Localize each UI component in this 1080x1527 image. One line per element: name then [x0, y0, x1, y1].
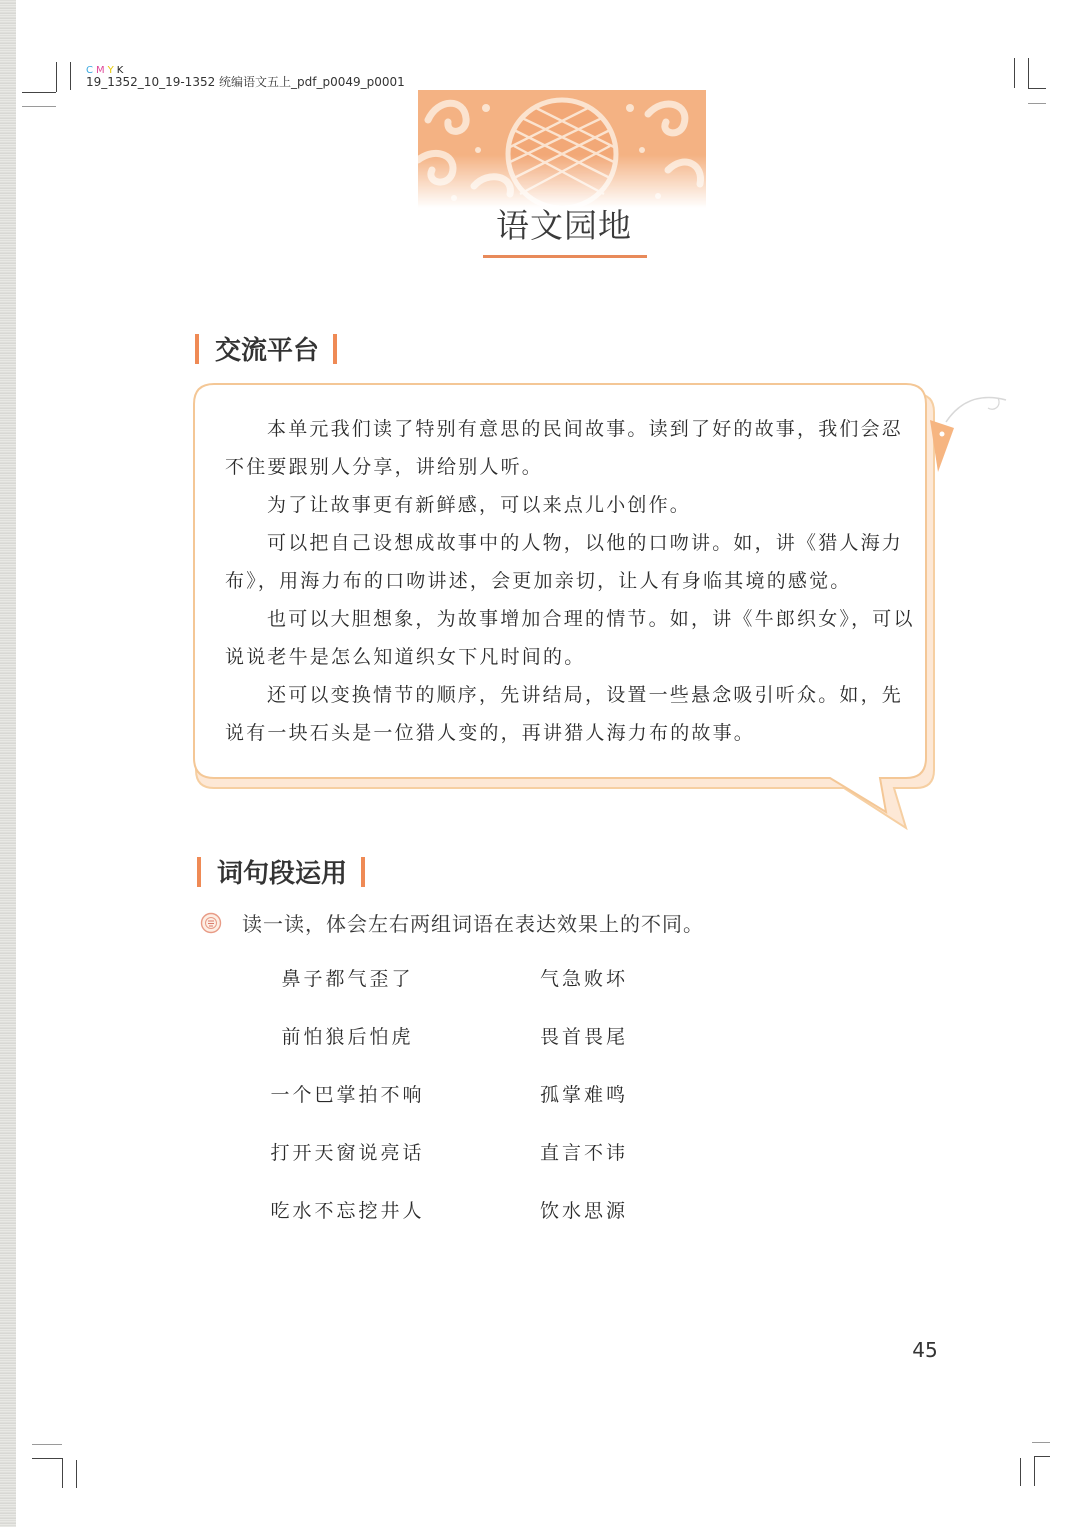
- crop-mark: [32, 1458, 62, 1459]
- instruction-line: [200, 908, 704, 937]
- exchange-body: [225, 410, 915, 752]
- exchange-paragraph: 还可以变换情节的顺序，先讲结局，设置一些悬念吸引听众。如，先说有一块石头是一位猎人变的，再讲猎人海力布的故事。: [225, 684, 904, 744]
- scan-edge: [0, 0, 16, 1527]
- print-job-line: 19_1352_10_19-1352 统编语文五上_pdf_p0049_p0001: [86, 75, 405, 89]
- word-left: 打开天窗说亮话: [270, 1142, 425, 1164]
- heading-bar-left: [195, 334, 199, 364]
- exchange-heading-text: 交流平台: [215, 336, 320, 366]
- exchange-paragraph: 为了让故事更有新鲜感，可以来点儿小创作。: [267, 494, 692, 516]
- crop-mark: [1034, 1456, 1050, 1457]
- crop-mark: [22, 106, 56, 107]
- crop-mark: [1020, 1458, 1021, 1486]
- bookmark-tag-icon: [928, 392, 1012, 476]
- read-mark-icon: [200, 912, 222, 934]
- word-right: 畏首畏尾: [540, 1026, 629, 1048]
- cmyk-c: C: [86, 65, 96, 76]
- word-right: 饮水思源: [540, 1200, 629, 1222]
- cmyk-m: M: [95, 65, 108, 76]
- word-left: 吃水不忘挖井人: [270, 1200, 425, 1222]
- heading-bar-right: [333, 334, 337, 364]
- crop-mark: [32, 1444, 62, 1445]
- page-number: 45: [912, 1338, 938, 1362]
- word-left: 前怕狼后怕虎: [281, 1026, 414, 1048]
- page-title: 语文园地: [496, 206, 632, 245]
- crop-mark: [1032, 1442, 1050, 1443]
- crop-mark: [22, 92, 56, 93]
- crop-mark: [76, 1460, 77, 1488]
- word-left: 一个巴掌拍不响: [270, 1084, 425, 1106]
- crop-mark: [1028, 58, 1029, 88]
- crop-mark: [1034, 1456, 1035, 1486]
- heading-bar-right: [361, 857, 365, 887]
- ornamental-banner: [418, 90, 706, 208]
- instruction-text: 读一读，体会左右两组词语在表达效果上的不同。: [242, 912, 704, 936]
- crop-mark: [56, 62, 57, 92]
- title-underline: [483, 255, 647, 258]
- word-usage-heading-text: 词句段运用: [217, 859, 348, 889]
- word-left: 鼻子都气歪了: [281, 968, 414, 990]
- crop-mark: [70, 62, 71, 90]
- exchange-paragraph: 本单元我们读了特别有意思的民间故事。读到了好的故事，我们会忍不住要跟别人分享，讲给别人听。: [225, 418, 904, 478]
- exchange-heading: [195, 330, 337, 367]
- exchange-paragraph: 也可以大胆想象，为故事增加合理的情节。如，讲《牛郎织女》，可以说说老牛是怎么知道织女下凡时间的。: [225, 608, 915, 668]
- word-right: 气急败坏: [540, 968, 629, 990]
- cmyk-k: K: [116, 65, 127, 76]
- cmyk-y: Y: [107, 65, 117, 76]
- exchange-paragraph: 可以把自己设想成故事中的人物，以他的口吻讲。如，讲《猎人海力布》，用海力布的口吻讲述，会更加亲切，让人有身临其境的感觉。: [225, 532, 904, 592]
- word-right: 直言不讳: [540, 1142, 629, 1164]
- print-header: [86, 66, 405, 88]
- crop-mark: [62, 1458, 63, 1488]
- word-usage-heading: [197, 853, 365, 890]
- word-right: 孤掌难鸣: [540, 1084, 629, 1106]
- crop-mark: [1028, 88, 1046, 89]
- heading-bar-left: [197, 857, 201, 887]
- crop-mark: [1028, 103, 1046, 104]
- crop-mark: [1014, 58, 1015, 88]
